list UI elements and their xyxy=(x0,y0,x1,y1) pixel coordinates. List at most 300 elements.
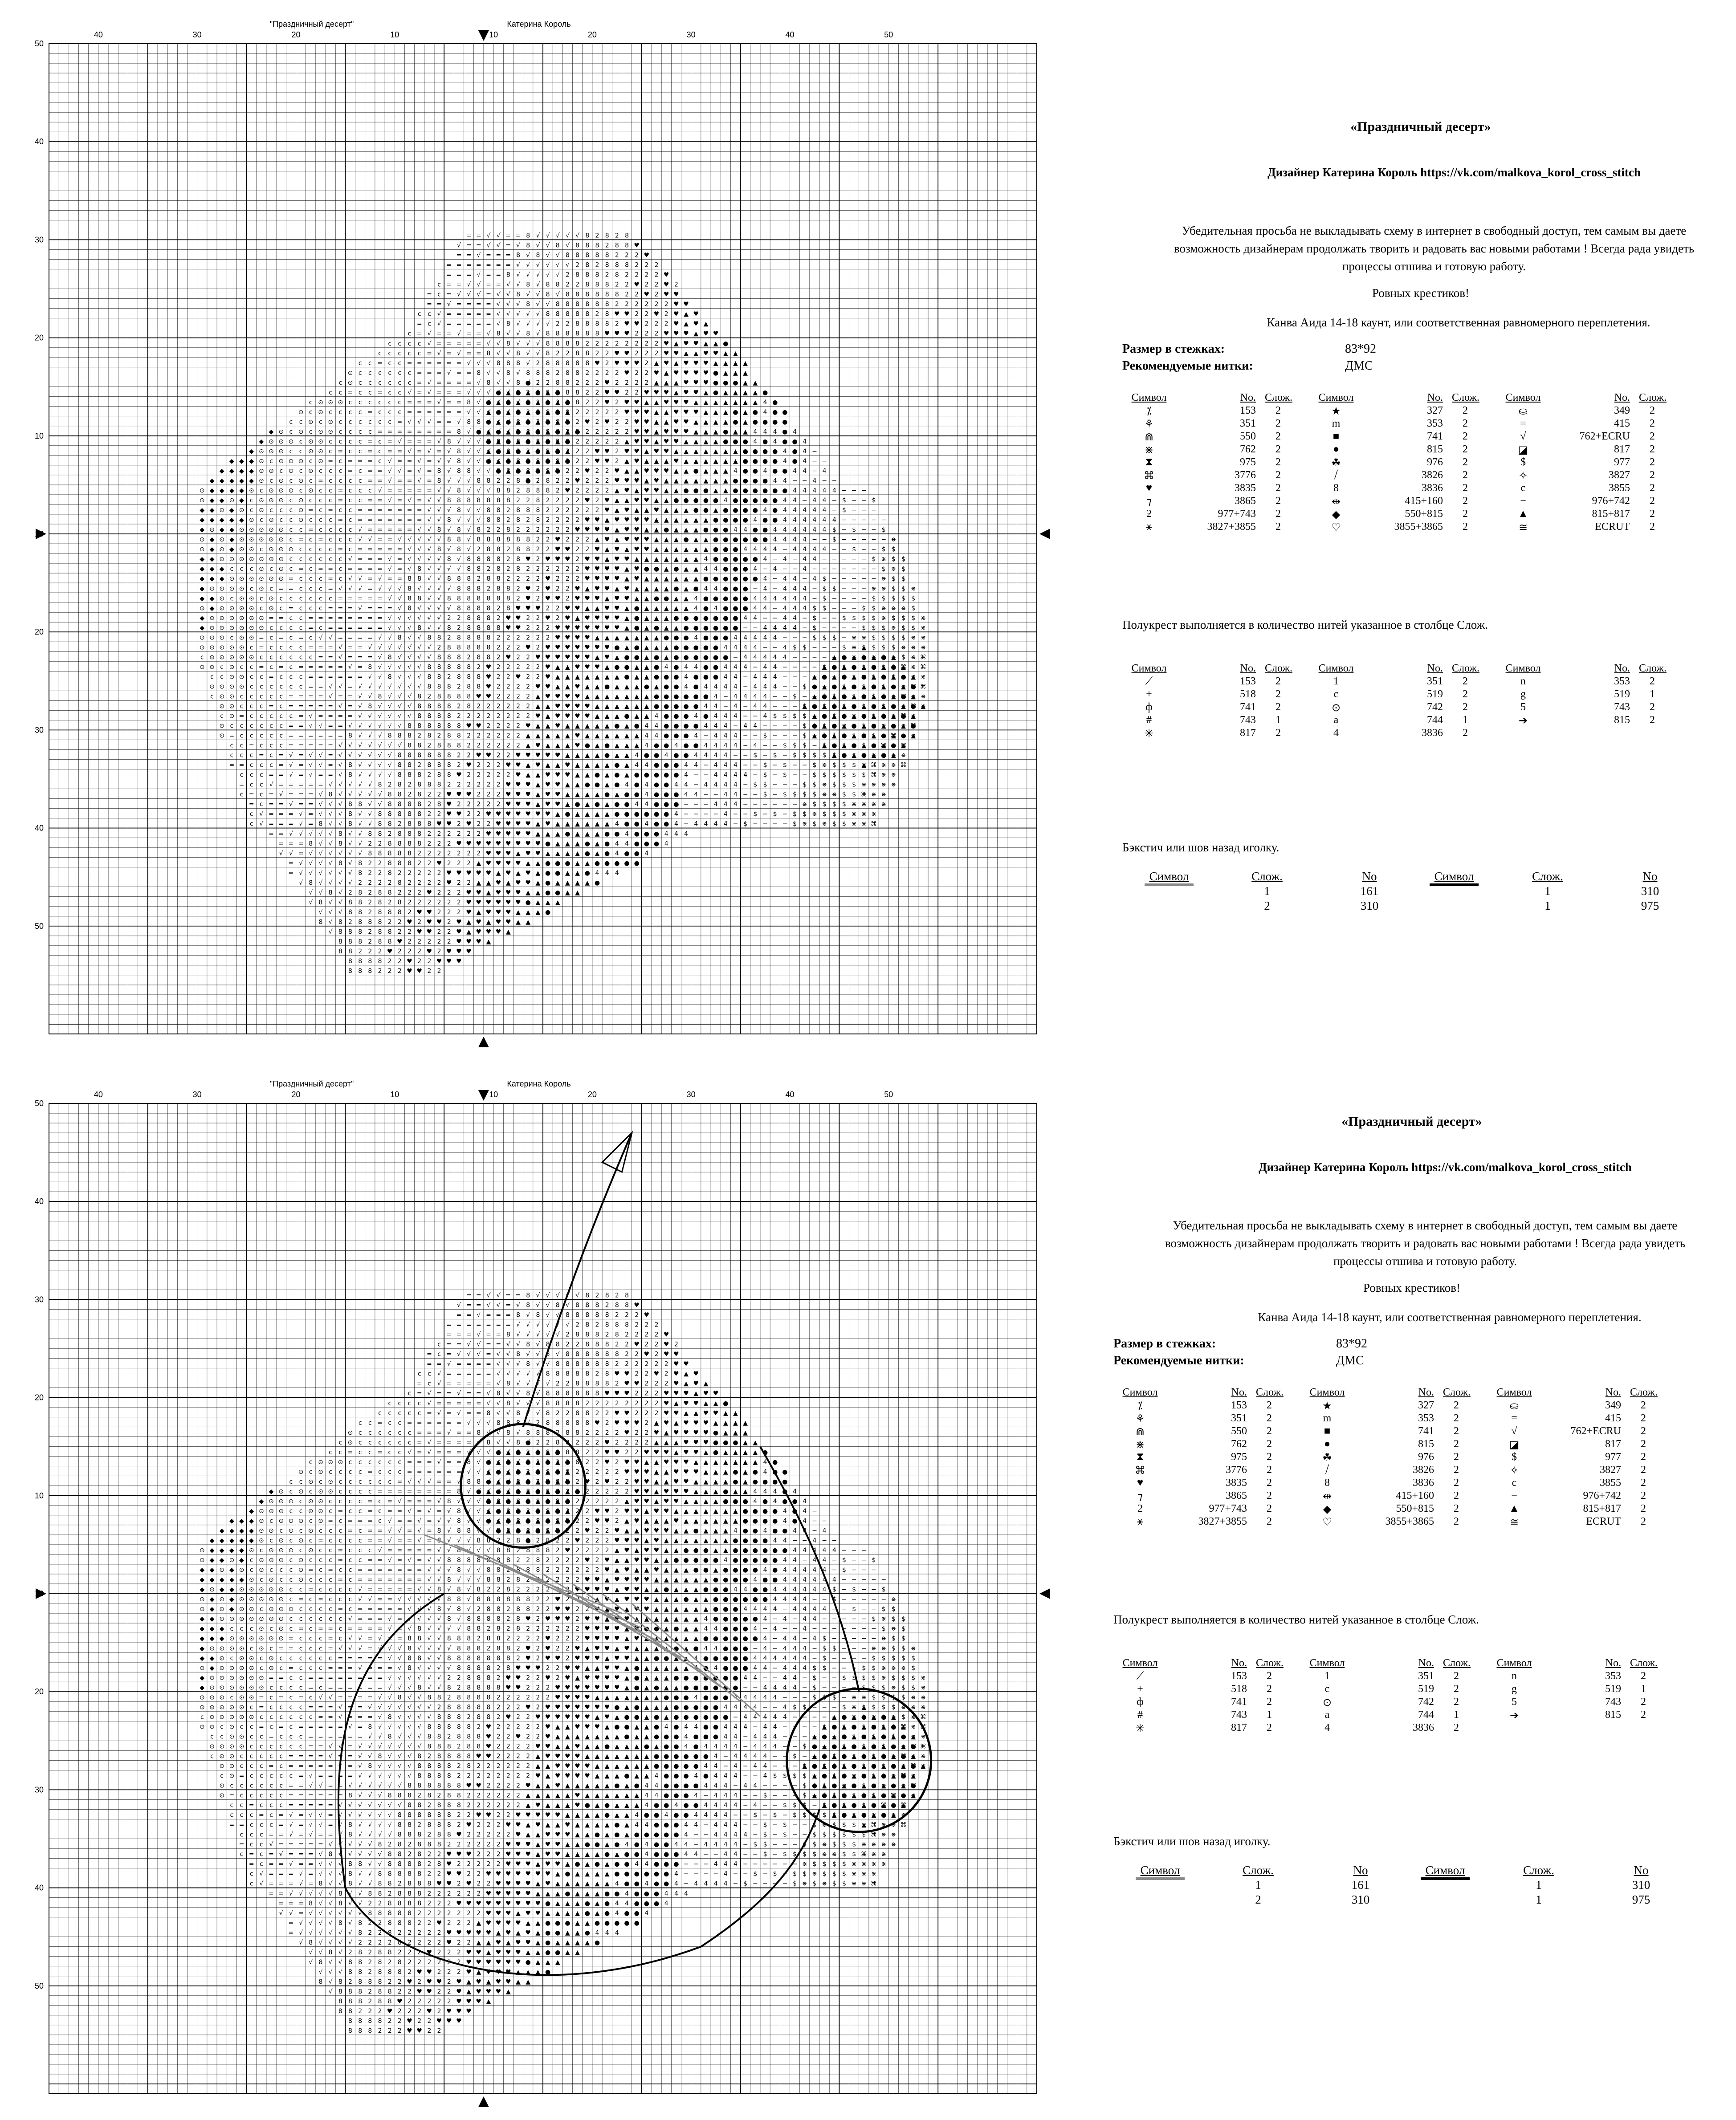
stitch-symbol: 8 xyxy=(575,1302,579,1309)
stitch-symbol: 2 xyxy=(506,742,510,749)
stitch-symbol: ▲ xyxy=(674,595,679,602)
stitch-symbol: ♡ xyxy=(1318,521,1354,534)
stitch-symbol: ⊙ xyxy=(229,614,234,622)
stitch-symbol: ♥ xyxy=(624,370,630,377)
stitch-symbol: √ xyxy=(487,1390,491,1397)
stitch-symbol: ▲ xyxy=(664,575,669,582)
stitch-symbol: = xyxy=(407,487,412,494)
stitch-symbol: ▲ xyxy=(1505,508,1541,520)
stitch-symbol: √ xyxy=(467,281,471,289)
stitch-symbol: √ xyxy=(329,781,333,789)
stitch-symbol: − xyxy=(831,663,837,671)
stitch-symbol: 8 xyxy=(546,448,550,455)
stitch-symbol: ▲ xyxy=(704,389,709,396)
stitch-symbol: 2 xyxy=(644,301,648,308)
stitch-symbol: − xyxy=(812,703,817,710)
stitch-symbol: ⋇ xyxy=(881,556,886,563)
stitch-symbol: 2 xyxy=(566,477,570,484)
stitch-symbol: ▲ xyxy=(624,575,629,582)
stitch-symbol: − xyxy=(812,693,817,700)
stitch-symbol: − xyxy=(852,556,857,563)
stitch-symbol: 2 xyxy=(368,840,372,847)
stitch-symbol: − xyxy=(762,614,768,622)
stitch-symbol: 4 xyxy=(644,850,648,857)
floss-number: 741 xyxy=(1385,431,1443,443)
stitch-symbol: 8 xyxy=(427,673,431,680)
stitch-symbol: = xyxy=(358,654,363,661)
stitch-symbol: c xyxy=(260,772,263,779)
stitch-symbol: = xyxy=(436,1361,442,1368)
stitch-symbol: 4 xyxy=(773,663,777,671)
stitch-symbol: = xyxy=(328,713,333,720)
stitch-symbol: √ xyxy=(427,419,431,426)
stitch-symbol: ▲ xyxy=(733,1429,738,1436)
stitch-symbol: ● xyxy=(604,830,610,838)
stitch-symbol: 8 xyxy=(536,487,540,494)
stitch-symbol: ● xyxy=(861,732,867,740)
stitch-symbol: = xyxy=(377,556,383,563)
stitch-symbol: ♥ xyxy=(545,673,551,680)
stitch-symbol: ⊙ xyxy=(219,614,224,622)
stitch-symbol: 2 xyxy=(556,526,560,533)
stitch-symbol: 2 xyxy=(546,419,550,426)
stitch-symbol: = xyxy=(289,821,294,828)
stitch-symbol: ▲ xyxy=(644,654,649,661)
stitch-symbol: ▲ xyxy=(644,614,649,622)
stitch-symbol: 2 xyxy=(427,811,431,818)
stitch-symbol: ▲ xyxy=(664,379,669,387)
stitch-symbol: $ xyxy=(753,811,757,818)
stitch-symbol: = xyxy=(427,1459,432,1466)
stitch-symbol: 4 xyxy=(714,713,718,720)
stitch-symbol: √ xyxy=(437,575,441,582)
stitch-symbol: c xyxy=(289,644,293,651)
stitch-symbol: c xyxy=(269,634,273,641)
stitch-symbol: ● xyxy=(792,438,797,445)
stitch-symbol: √ xyxy=(506,350,510,357)
stitch-symbol: ▲ xyxy=(624,742,629,749)
stitch-symbol: − xyxy=(802,497,807,504)
stitch-symbol: ▲ xyxy=(536,732,541,740)
stitch-symbol: √ xyxy=(318,860,322,867)
stitch-symbol: = xyxy=(446,1390,452,1397)
stitch-symbol: = xyxy=(397,546,403,553)
stitch-symbol: ● xyxy=(891,663,896,671)
stitch-symbol: ⊙ xyxy=(308,1478,314,1485)
stitch-symbol: c xyxy=(398,409,402,416)
stitch-symbol: ▲ xyxy=(654,605,659,612)
stitch-symbol: ▲ xyxy=(555,821,560,828)
stitch-symbol: ♥ xyxy=(693,311,699,318)
stitch-symbol: √ xyxy=(368,644,372,651)
floss-number: 3855 xyxy=(1572,482,1630,494)
stitch-symbol: c xyxy=(388,350,391,357)
stitch-symbol: = xyxy=(407,1469,412,1476)
stitch-symbol: ● xyxy=(614,781,619,789)
stitch-symbol: 2 xyxy=(506,693,510,700)
stitch-symbol: ♥ xyxy=(664,291,669,298)
stitch-symbol: √ xyxy=(378,791,382,798)
stitch-symbol: c xyxy=(260,742,263,749)
stitch-symbol: $ xyxy=(793,821,797,828)
stitch-symbol: ♥ xyxy=(614,360,620,367)
stitch-symbol: ▲ xyxy=(624,458,629,465)
stitch-symbol: √ xyxy=(427,448,431,455)
stitch-symbol: ⊙ xyxy=(229,575,234,582)
key-row xyxy=(1318,688,1501,701)
stitch-symbol: − xyxy=(822,673,827,680)
stitch-symbol: ⋇ xyxy=(891,683,897,690)
stitch-symbol: 2 xyxy=(655,301,659,308)
stitch-symbol: $ xyxy=(842,742,846,749)
stitch-symbol: √ xyxy=(398,693,402,700)
stitch-symbol: = xyxy=(397,517,403,524)
strand-count: 2 xyxy=(1639,521,1666,533)
stitch-symbol: = xyxy=(298,703,304,710)
symbol-header: Символ xyxy=(1430,870,1479,883)
stitch-symbol: ⊙ xyxy=(269,468,274,475)
stitch-symbol: 8 xyxy=(546,1390,550,1397)
key-row xyxy=(1131,675,1314,688)
stitch-symbol: 8 xyxy=(566,1361,570,1368)
stitch-symbol: ▲ xyxy=(664,585,669,592)
cross-stitch-key xyxy=(1131,392,1683,539)
stitch-symbol: 2 xyxy=(506,575,510,582)
stitch-symbol: ● xyxy=(822,732,827,740)
stitch-symbol: 2 xyxy=(526,654,530,661)
stitch-symbol: = xyxy=(308,614,314,622)
stitch-symbol: ⋇ xyxy=(871,801,876,808)
stitch-symbol: ▲ xyxy=(674,536,679,543)
stitch-symbol: c xyxy=(250,821,253,828)
stitch-symbol: √ xyxy=(408,448,412,455)
y-tick-label: 40 xyxy=(35,137,44,146)
stitch-symbol: ● xyxy=(565,830,570,838)
stitch-symbol: = xyxy=(407,1459,412,1466)
stitch-symbol: c xyxy=(338,458,342,465)
stitch-symbol: 2 xyxy=(427,938,431,945)
stitch-symbol: √ xyxy=(427,1478,431,1485)
floss-number: 3836 xyxy=(1385,727,1443,739)
stitch-symbol: ◆ xyxy=(210,497,215,504)
stitch-symbol: ⊙ xyxy=(229,624,234,631)
x-tick-label: 40 xyxy=(94,30,103,39)
stitch-symbol: √ xyxy=(516,272,520,279)
stitch-symbol: ⌘ xyxy=(880,742,887,749)
stitch-symbol: √ xyxy=(516,1302,520,1309)
stitch-symbol: = xyxy=(486,272,491,279)
stitch-symbol: 2 xyxy=(585,458,589,465)
stitch-symbol: 2 xyxy=(625,340,629,347)
stitch-symbol: c xyxy=(338,428,342,435)
stitch-symbol: ● xyxy=(831,723,837,730)
key-header xyxy=(1505,392,1688,405)
stitch-symbol: − xyxy=(842,575,847,582)
stitch-symbol: 2 xyxy=(625,1361,629,1368)
stitch-symbol: ▲ xyxy=(585,605,590,612)
stitch-symbol: c xyxy=(359,1459,362,1466)
stitch-symbol: ⊙ xyxy=(229,693,234,700)
stitch-symbol: ▲ xyxy=(812,693,817,700)
stitch-symbol: 2 xyxy=(368,909,372,916)
stitch-symbol: = xyxy=(456,1429,462,1436)
stitch-symbol: 4 xyxy=(684,663,688,671)
stitch-symbol: 8 xyxy=(309,879,313,887)
stitch-symbol: ⊙ xyxy=(249,546,254,553)
stitch-symbol: √ xyxy=(299,870,303,877)
stitch-symbol: ♥ xyxy=(486,752,492,759)
stitch-symbol: 2 xyxy=(417,958,421,965)
stitch-symbol: 2 xyxy=(655,1361,659,1368)
stitch-symbol: ▲ xyxy=(684,605,689,612)
stitch-symbol: ▲ xyxy=(565,723,570,730)
stitch-symbol: ♥ xyxy=(585,526,591,533)
stitch-symbol: ▲ xyxy=(713,409,718,416)
stitch-symbol: 2 xyxy=(575,507,579,514)
stitch-symbol: ♥ xyxy=(673,291,679,298)
stitch-symbol: = xyxy=(259,663,264,671)
stitch-symbol: ♥ xyxy=(476,928,482,936)
stitch-symbol: ♥ xyxy=(634,517,640,524)
stitch-symbol: ♥ xyxy=(555,595,561,602)
stitch-symbol: c xyxy=(260,673,263,680)
stitch-symbol: c xyxy=(279,644,283,651)
stitch-symbol: 8 xyxy=(516,1351,520,1358)
stitch-symbol: c xyxy=(309,575,313,582)
stitch-symbol: ● xyxy=(693,487,699,494)
stitch-symbol: ⊙ xyxy=(239,585,245,592)
stitch-symbol: 4 xyxy=(714,821,718,828)
stitch-symbol: c xyxy=(269,663,273,671)
stitch-symbol: 8 xyxy=(447,624,451,631)
stitch-symbol: c xyxy=(428,311,431,318)
stitch-symbol: 4 xyxy=(763,693,767,700)
stitch-symbol: ♥ xyxy=(614,605,620,612)
stitch-symbol: = xyxy=(466,272,472,279)
stitch-symbol: ♥ xyxy=(713,350,719,357)
stitch-symbol: = xyxy=(456,301,462,308)
stitch-symbol: = xyxy=(249,742,254,749)
stitch-symbol: 8 xyxy=(477,614,481,622)
stitch-symbol: ▲ xyxy=(595,732,600,740)
stitch-symbol: − xyxy=(792,732,798,740)
stitch-symbol: 2 xyxy=(595,379,599,387)
stitch-symbol: ⌘ xyxy=(901,713,907,720)
stitch-symbol: 8 xyxy=(408,762,412,769)
stitch-symbol: 2 xyxy=(487,732,491,740)
stitch-symbol: √ xyxy=(497,428,501,435)
stitch-symbol: 8 xyxy=(566,301,570,308)
stitch-symbol: = xyxy=(367,634,373,641)
stitch-symbol: ⊙ xyxy=(269,536,274,543)
stitch-symbol: 8 xyxy=(437,673,441,680)
stitch-symbol: $ xyxy=(832,732,836,740)
stitch-symbol: = xyxy=(417,1420,422,1427)
key-row xyxy=(1505,456,1688,469)
stitch-symbol: √ xyxy=(388,703,392,710)
stitch-symbol: ⋇ xyxy=(911,654,916,661)
stitch-symbol: c xyxy=(359,360,362,367)
stitch-symbol: = xyxy=(466,379,472,387)
stitch-symbol: 8 xyxy=(477,624,481,631)
stitch-symbol: 2 xyxy=(595,1459,599,1466)
stitch-symbol: c xyxy=(388,1449,391,1456)
strand-count: 2 xyxy=(1639,482,1666,494)
stitch-symbol: ● xyxy=(792,448,797,455)
stitch-symbol: 8 xyxy=(585,252,589,259)
stitch-symbol: c xyxy=(260,517,263,524)
stitch-symbol: ⋇ xyxy=(881,585,886,592)
stitch-symbol: ● xyxy=(772,1469,778,1476)
stitch-symbol: = xyxy=(348,566,353,573)
stitch-symbol: 4 xyxy=(823,517,827,524)
stitch-symbol: − xyxy=(822,713,827,720)
stitch-symbol: ▲ xyxy=(526,909,530,916)
stitch-symbol: √ xyxy=(329,860,333,867)
stitch-symbol: = xyxy=(387,448,392,455)
stitch-symbol: ♥ xyxy=(545,644,551,651)
stitch-symbol: √ xyxy=(556,1351,560,1358)
stitch-symbol: ♥ xyxy=(486,663,492,671)
stitch-symbol: ♥ xyxy=(505,811,511,818)
stitch-symbol: √ xyxy=(437,321,441,328)
stitch-symbol: √ xyxy=(506,1449,510,1456)
stitch-symbol: ♥ xyxy=(604,507,610,514)
stitch-symbol: ▲ xyxy=(664,517,669,524)
stitch-symbol: ▲ xyxy=(634,673,639,680)
stitch-symbol: 8 xyxy=(566,330,570,338)
stitch-symbol: ● xyxy=(604,850,610,857)
stitch-symbol: ⋇ xyxy=(901,732,906,740)
stitch-symbol: ◆ xyxy=(229,517,234,524)
stitch-symbol: 8 xyxy=(348,821,352,828)
stitch-symbol: ▲ xyxy=(822,723,827,730)
stitch-symbol: 4 xyxy=(812,546,816,553)
stitch-symbol: ▲ xyxy=(615,585,619,592)
stitch-symbol: ● xyxy=(664,772,669,779)
stitch-symbol: c xyxy=(349,1478,352,1485)
floss-number: 3827 xyxy=(1572,469,1630,481)
stitch-symbol: √ xyxy=(526,311,530,318)
stitch-symbol: 8 xyxy=(477,526,481,533)
stitch-symbol: ▲ xyxy=(575,889,580,896)
strands-header: Слож. xyxy=(1528,870,1568,883)
stitch-symbol: ● xyxy=(654,663,659,671)
stitch-symbol: ⊙ xyxy=(209,614,215,622)
stitch-symbol: 4 xyxy=(823,507,827,514)
stitch-symbol: √ xyxy=(497,340,501,347)
stitch-symbol: √ xyxy=(427,379,431,387)
stitch-symbol: ⋇ xyxy=(822,762,827,769)
stitch-symbol: ♥ xyxy=(515,860,521,867)
stitch-symbol: c xyxy=(309,634,313,641)
stitch-symbol: = xyxy=(298,791,304,798)
stitch-symbol: ♥ xyxy=(585,614,591,622)
stitch-symbol: 8 xyxy=(546,340,550,347)
stitch-symbol: ● xyxy=(812,683,817,690)
stitch-symbol: ▲ xyxy=(575,840,580,847)
stitch-symbol: ♥ xyxy=(644,487,650,494)
stitch-symbol: ⋇ xyxy=(852,821,857,828)
stitch-symbol: 4 xyxy=(734,703,738,710)
stitch-symbol: ♥ xyxy=(614,614,620,622)
stitch-symbol: ▲ xyxy=(861,703,866,710)
stitch-symbol: = xyxy=(269,821,274,828)
stitch-symbol: ▲ xyxy=(693,477,698,484)
stitch-symbol: ♥ xyxy=(575,654,580,661)
stitch-symbol: = xyxy=(476,1410,481,1417)
stitch-symbol: √ xyxy=(408,556,412,563)
stitch-symbol: − xyxy=(762,801,768,808)
stitch-symbol: ♥ xyxy=(466,870,472,877)
stitch-symbol: √ xyxy=(526,1351,530,1358)
stitch-symbol: c xyxy=(299,605,303,612)
stitch-symbol: c xyxy=(428,1380,431,1388)
stitch-symbol: √ xyxy=(497,1371,501,1378)
stitch-symbol: 8 xyxy=(477,585,481,592)
stitch-symbol: √ xyxy=(417,546,421,553)
stitch-symbol: √ xyxy=(467,1469,471,1476)
stitch-symbol: ▲ xyxy=(615,791,619,798)
stitch-symbol: √ xyxy=(1505,431,1541,443)
stitch-symbol: 8 xyxy=(457,507,461,514)
stitch-symbol: ⋇ xyxy=(871,752,876,759)
stitch-symbol: 8 xyxy=(378,811,382,818)
stitch-symbol: ♥ xyxy=(604,458,610,465)
stitch-symbol: ▲ xyxy=(595,605,600,612)
stitch-symbol: 8 xyxy=(625,1292,629,1299)
stitch-symbol: ● xyxy=(871,703,876,710)
stitch-symbol: 2 xyxy=(487,762,491,769)
stitch-symbol: = xyxy=(436,330,442,338)
stitch-symbol: = xyxy=(328,585,333,592)
stitch-symbol: 8 xyxy=(398,830,402,838)
stitch-symbol: 8 xyxy=(575,1459,579,1466)
stitch-symbol: √ xyxy=(497,1429,501,1436)
stitch-symbol: ● xyxy=(831,683,837,690)
stitch-symbol: − xyxy=(812,468,817,475)
stitch-symbol: ⊙ xyxy=(269,517,274,524)
stitch-symbol: ♥ xyxy=(525,811,531,818)
strand-count: 2 xyxy=(1639,456,1666,468)
stitch-symbol: ● xyxy=(634,821,640,828)
stitch-symbol: 2 xyxy=(516,683,520,690)
stitch-symbol: ♥ xyxy=(486,811,492,818)
stitch-symbol: 8 xyxy=(388,801,392,808)
stitch-symbol: √ xyxy=(487,399,491,406)
stitch-symbol: = xyxy=(476,242,481,249)
stitch-symbol: c xyxy=(378,1410,382,1417)
stitch-symbol: 4 xyxy=(783,575,787,582)
stitch-symbol: 4 xyxy=(773,624,777,631)
stitch-symbol: √ xyxy=(487,232,491,240)
stitch-symbol: = xyxy=(446,350,452,357)
stitch-symbol: 8 xyxy=(388,654,392,661)
stitch-symbol: ♥ xyxy=(466,821,472,828)
stitch-symbol: √ xyxy=(427,507,431,514)
stitch-symbol: ● xyxy=(585,781,590,789)
stitch-symbol: 2 xyxy=(644,340,648,347)
stitch-symbol: ◆ xyxy=(200,595,204,602)
stitch-symbol: = xyxy=(446,360,452,367)
stitch-symbol: − xyxy=(802,624,807,631)
stitch-symbol: ⋇ xyxy=(911,713,916,720)
stitch-symbol: ▲ xyxy=(723,1410,728,1417)
stitch-symbol: 2 xyxy=(644,379,648,387)
stitch-symbol: 4 xyxy=(773,673,777,680)
stitch-symbol: √ xyxy=(536,301,540,308)
stitch-symbol: 2 xyxy=(516,497,520,504)
